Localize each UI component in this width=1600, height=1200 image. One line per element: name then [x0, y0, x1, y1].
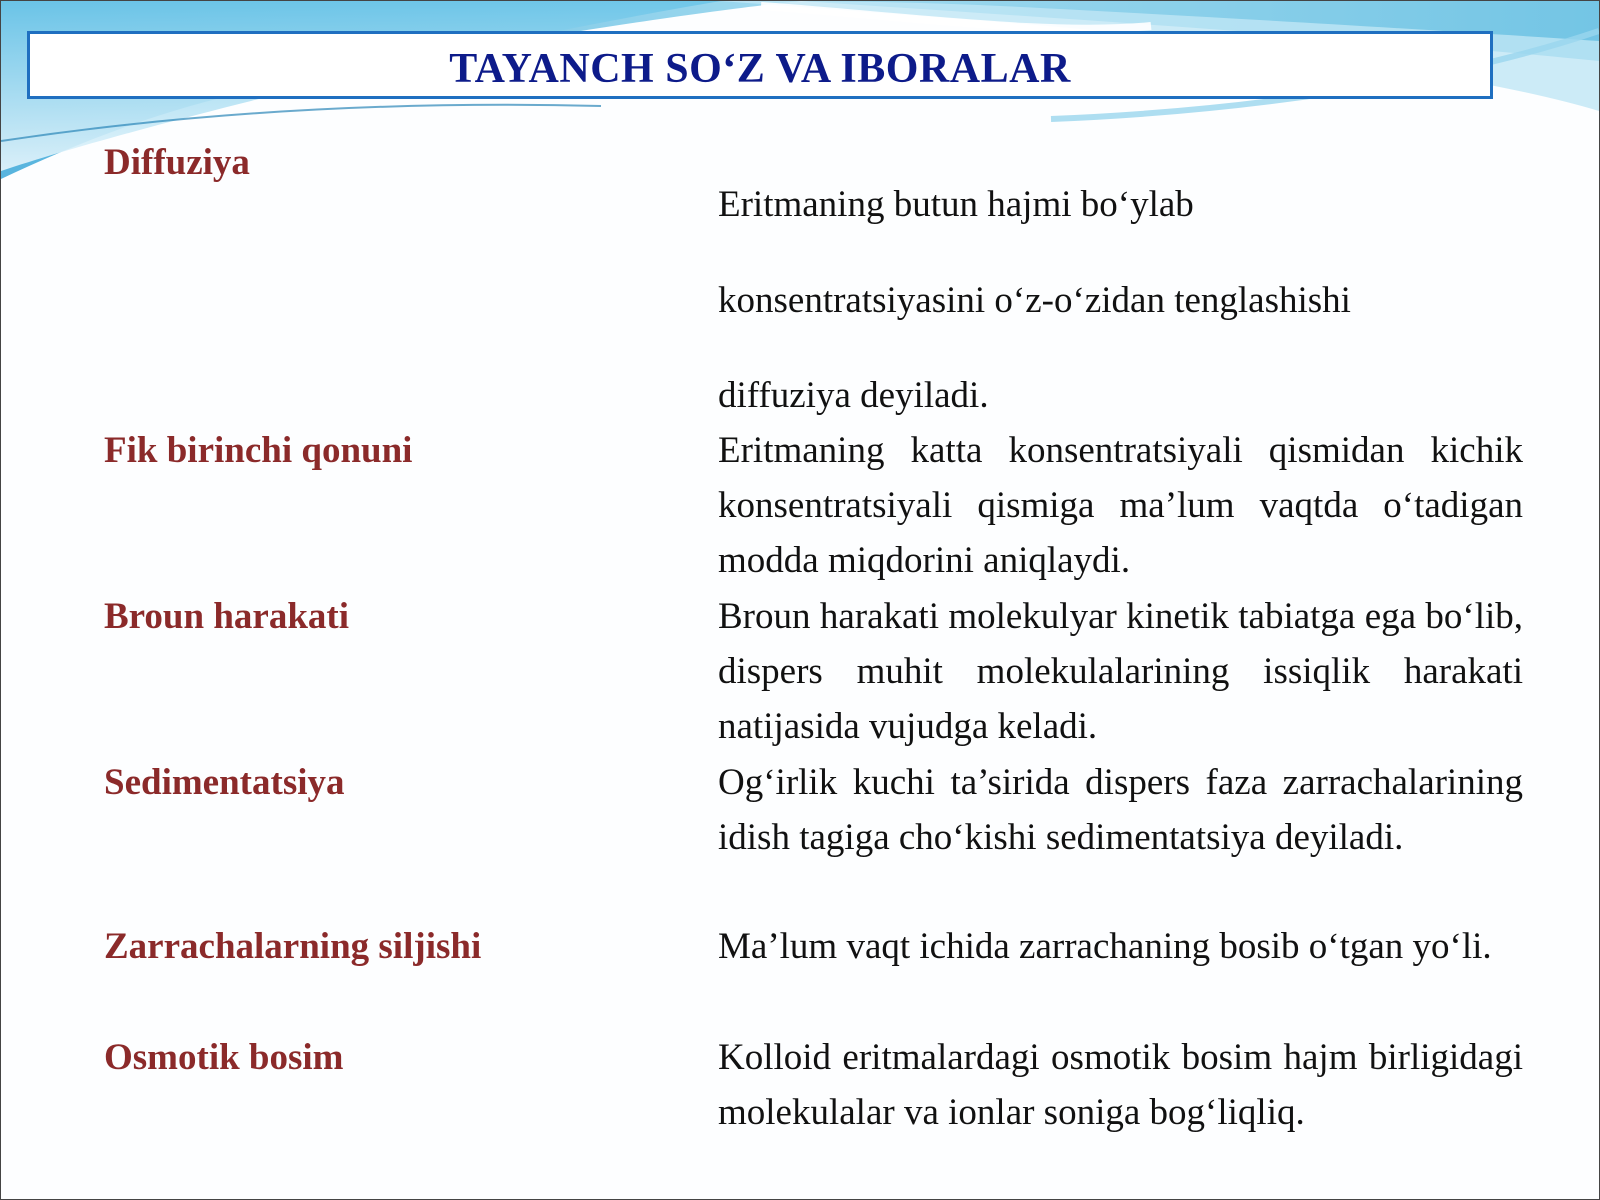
definition-diffuziya-line-1: Eritmaning butun hajmi bo‘ylab — [718, 184, 1194, 225]
term-diffuziya: Diffuziya — [104, 142, 250, 183]
term-osmotik-bosim: Osmotik bosim — [104, 1037, 344, 1078]
term-sedimentatsiya: Sedimentatsiya — [104, 762, 345, 803]
definition-zarrachalarning-siljishi: Ma’lum vaqt ichida zarrachaning bosib o‘tgan yo‘li. — [718, 926, 1492, 967]
term-fik-birinchi-qonuni: Fik birinchi qonuni — [104, 430, 413, 471]
term-broun-harakati: Broun harakati — [104, 596, 350, 637]
title-box — [27, 31, 1493, 99]
definition-diffuziya-line-3: diffuziya deyiladi. — [718, 375, 989, 416]
page-title: TAYANCH SO‘Z VA IBORALAR — [449, 46, 1071, 92]
definition-osmotik-bosim: Kolloid eritmalardagi osmotik bosim hajm birligidagi molekulalar va ionlar soniga bog‘liqliq. — [718, 1037, 1523, 1133]
definition-sedimentatsiya: Og‘irlik kuchi ta’sirida dispers faza zarrachalarining idish tagiga cho‘kishi sedimentatsiya deyiladi. — [718, 762, 1523, 858]
definition-diffuziya-line-2: konsentratsiyasini o‘z-o‘zidan tenglashishi — [718, 280, 1351, 321]
term-zarrachalarning-siljishi: Zarrachalarning siljishi — [104, 926, 482, 967]
definition-fik-birinchi-qonuni: Eritmaning katta konsentratsiyali qismidan kichik konsentratsiyali qismiga ma’lum vaqtda o‘tadigan modda miqdorini aniqlaydi. — [718, 430, 1523, 581]
definition-broun-harakati: Broun harakati molekulyar kinetik tabiatga ega bo‘lib, dispers muhit molekulalarining issiqlik harakati natijasida vujudga keladi. — [718, 596, 1523, 747]
